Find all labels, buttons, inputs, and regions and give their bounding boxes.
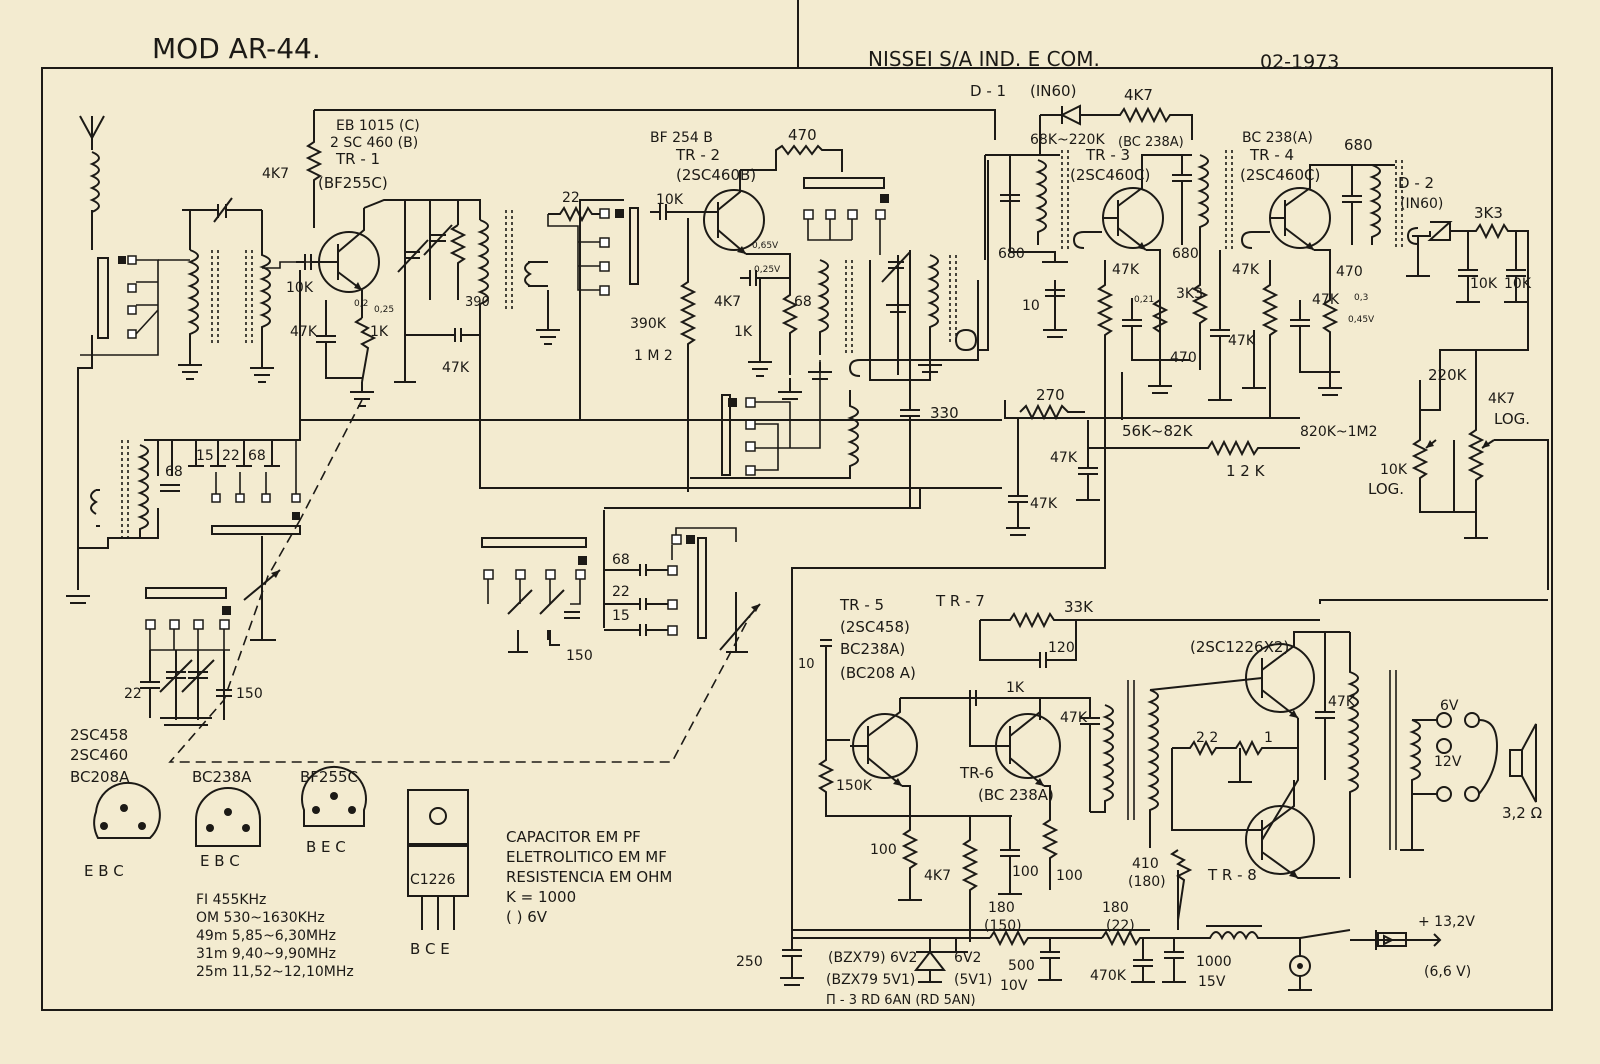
oscillator-section [78, 400, 750, 762]
c-470-b: 470 [1170, 350, 1197, 366]
c-150-a: 150 [236, 686, 263, 702]
d2-type: (IN60) [1400, 196, 1444, 212]
legend-line-4: K = 1000 [506, 888, 577, 906]
jack-12v [1437, 787, 1451, 801]
r-100-a: 100 [870, 842, 897, 858]
r-180-a: 180 [988, 900, 1015, 916]
tr3-label-2: TR - 3 [1086, 146, 1131, 164]
tr5-label-1: TR - 5 [840, 596, 885, 614]
antenna-section [66, 116, 310, 603]
tap-6v: 6V [1440, 698, 1459, 714]
tr4-section [1232, 130, 1402, 440]
tr2-label-3: (2SC460B) [676, 166, 757, 184]
tr4-v03: 0,3 [1354, 293, 1369, 303]
jack-6v-b [1465, 713, 1479, 727]
d1-type: (IN60) [1030, 82, 1077, 100]
bandswitch-section [482, 488, 920, 664]
speaker-icon [1510, 724, 1536, 802]
tr1-label-2: 2 SC 460 (B) [330, 135, 419, 151]
d1-label: D - 1 [970, 82, 1007, 100]
tr7-label-1: T R - 7 [936, 592, 985, 610]
pinout-1-part-1: 2SC458 [70, 726, 129, 744]
c-1000: 1000 [1196, 954, 1232, 970]
jack-12v-b [1465, 787, 1479, 801]
tr2-label-2: TR - 2 [676, 146, 721, 164]
vol-log: LOG. [1494, 410, 1531, 428]
c-680-b: 680 [1172, 246, 1199, 262]
r-100-b: 100 [1056, 868, 1083, 884]
tr8-label: T R - 8 [1208, 866, 1257, 884]
speaker-impedance: 3,2 Ω [1502, 804, 1543, 822]
tap-12v: 12V [1434, 754, 1462, 770]
tr4-label-1: BC 238(A) [1242, 130, 1313, 146]
pinout-2-part-1: BC238A [192, 768, 252, 786]
tr2-v025: 0,25V [754, 265, 781, 275]
legend-line-1: CAPACITOR EM PF [506, 828, 641, 846]
pilot-label: П - 3 RD 6AN (RD 5AN) [826, 993, 976, 1008]
tr1-label-3: TR - 1 [336, 150, 381, 168]
pinout-4-pins: B C E [410, 940, 450, 958]
audio-section [736, 370, 1548, 1008]
r-4k7-c: 4K7 [1124, 86, 1153, 104]
tr3-label-3: (2SC460C) [1070, 166, 1151, 184]
r-47k-d: 47K [1228, 333, 1255, 349]
r-47k-i: 47K [1060, 710, 1087, 726]
tr4-label-2: TR - 4 [1250, 146, 1295, 164]
r-180-b: 180 [1102, 900, 1129, 916]
c-68-b: 68 [165, 464, 183, 480]
tr1-v02: 0,2 [354, 299, 369, 309]
legend-line-3: RESISTENCIA EM OHM [506, 868, 673, 886]
c-120: 120 [1048, 640, 1075, 656]
r-47k-h: 47K [1312, 292, 1339, 308]
r-270: 270 [1036, 386, 1065, 404]
tr1-label-1: EB 1015 (C) [336, 118, 420, 134]
to92-b-package-icon [196, 788, 260, 846]
to220-tab-icon [408, 790, 468, 844]
legend-line-5: ( ) 6V [506, 908, 548, 926]
maker-label: NISSEI S/A IND. E COM. [868, 47, 1100, 71]
d2-label: D - 2 [1398, 174, 1435, 192]
tr5-label-4: (BC208 A) [840, 664, 916, 682]
supply-voltage: + 13,2V [1418, 914, 1475, 930]
c-1000-v: 15V [1198, 974, 1226, 990]
c-22-d: 22 [612, 584, 630, 600]
zener-diode-icon [916, 938, 944, 982]
c-22-c: 22 [124, 686, 142, 702]
r-410b: (180) [1128, 874, 1166, 890]
pinout-3-part-1: BF255C [300, 768, 359, 786]
r-1m2: 1 M 2 [634, 348, 673, 364]
r-47k-j: 47K [1328, 694, 1355, 710]
tr6-label-2: (BC 238A) [978, 786, 1054, 804]
tr3-v021: 0,21 [1134, 295, 1155, 305]
r-3k3-b: 3K3 [1474, 204, 1503, 222]
legend-line-2: ELETROLITICO EM MF [506, 848, 667, 866]
r-47k-b: 47K [442, 360, 469, 376]
pinout-1-part-2: 2SC460 [70, 746, 129, 764]
tr6-label-1: TR-6 [960, 764, 994, 782]
tone-10k: 10K [1380, 462, 1407, 478]
pinout-3-pins: B E C [306, 838, 346, 856]
date-label: 02-1973 [1260, 51, 1340, 73]
c-10k-a: 10K [1470, 276, 1497, 292]
tone-log: LOG. [1368, 480, 1405, 498]
c-150-b: 150 [566, 648, 593, 664]
r-1-out: 1 [1264, 730, 1273, 746]
r-180-b2: (22) [1106, 918, 1135, 934]
tr1-section [262, 110, 1002, 488]
c-68-d: 68 [612, 552, 630, 568]
pinout-1-pins: E B C [84, 862, 124, 880]
tr5-label-3: BC238A) [840, 640, 906, 658]
r-3k3-a: 3K3 [1176, 286, 1203, 302]
r-180-a2: (150) [984, 918, 1022, 934]
tr7-label-2: (2SC1226X2) [1190, 638, 1290, 656]
r-150k: 150K [836, 778, 872, 794]
tr3-label-1: (BC 238A) [1118, 135, 1184, 150]
r-220k: 220K [1428, 366, 1467, 384]
band-line-2: OM 530~1630KHz [196, 910, 325, 926]
band-line-3: 49m 5,85~6,30MHz [196, 928, 336, 944]
r-47k-c: 47K [1112, 262, 1139, 278]
tr2-v065: 0,65V [752, 241, 779, 251]
r-47k-a: 47K [290, 324, 317, 340]
r-10k-b: 10K [656, 192, 683, 208]
r-410: 410 [1132, 856, 1159, 872]
c-250: 250 [736, 954, 763, 970]
schematic-border [42, 68, 1552, 1010]
jack-6v [1437, 713, 1451, 727]
c-390: 390 [465, 295, 490, 310]
band-line-5: 25m 11,52~12,10MHz [196, 964, 354, 980]
r-4k7-d: 4K7 [924, 868, 951, 884]
tr4-v045: 0,45V [1348, 315, 1375, 325]
model-title: MOD AR-44. [152, 32, 321, 65]
detector-section [1368, 174, 1548, 590]
c-22-a: 22 [562, 190, 580, 206]
zener-1a: (BZX79) 6V2 [828, 950, 918, 966]
r-47k-e: 47K [1050, 450, 1077, 466]
r-1k-b: 1K [734, 324, 753, 340]
zener-2b: (5V1) [954, 972, 993, 988]
r-390k: 390K [630, 316, 666, 332]
c-470-c: 470 [1336, 264, 1363, 280]
pinout-4-part-1: C1226 [410, 872, 456, 888]
jack-mid [1437, 739, 1451, 753]
r-4k7-a: 4K7 [262, 166, 289, 182]
band-line-1: FI 455KHz [196, 892, 267, 908]
tr1-label-4: (BF255C) [318, 174, 388, 192]
supply-voltage-alt: (6,6 V) [1424, 964, 1472, 980]
pinout-1-part-3: BC208A [70, 768, 130, 786]
c-100: 100 [1012, 864, 1039, 880]
c-10k-b: 10K [1504, 276, 1531, 292]
zener-1b: (BZX79 5V1) [826, 972, 916, 988]
antenna-coil [92, 152, 99, 212]
r-68k-220k: 68K~220K [1030, 132, 1105, 148]
c-68-a: 68 [794, 294, 812, 310]
band-line-4: 31m 9,40~9,90MHz [196, 946, 336, 962]
r-470k: 470K [1090, 968, 1126, 984]
c-680-a: 680 [998, 246, 1025, 262]
c-15-a: 15 [196, 448, 214, 464]
c-10-b: 10 [798, 657, 815, 672]
pinout-2-pins: E B C [200, 852, 240, 870]
c-330: 330 [930, 404, 959, 422]
antenna-icon [80, 116, 104, 150]
r-22-out: 2 2 [1196, 730, 1219, 746]
c-22-b: 22 [222, 448, 240, 464]
tr2-section [548, 126, 1002, 508]
r-4k7-b: 4K7 [714, 294, 741, 310]
r-820k-1m2: 820K~1M2 [1300, 424, 1378, 440]
r-33k: 33K [1064, 598, 1093, 616]
zener-2a: 6V2 [954, 950, 982, 966]
c-500: 500 [1008, 958, 1035, 974]
r-1k-a: 1K [370, 324, 389, 340]
c-470-a: 470 [788, 126, 817, 144]
c-680-c: 680 [1344, 136, 1373, 154]
tr5-label-2: (2SC458) [840, 618, 910, 636]
r-1k-c: 1K [1006, 680, 1025, 696]
c-68-c: 68 [248, 448, 266, 464]
r-12k: 1 2 K [1226, 462, 1265, 480]
tr1-v025: 0,25 [374, 305, 395, 315]
r-56k-82k: 56K~82K [1122, 422, 1193, 440]
vol-4k7: 4K7 [1488, 391, 1515, 407]
r-47k-g: 47K [1232, 262, 1259, 278]
tr4-label-3: (2SC460C) [1240, 166, 1321, 184]
c-500-v: 10V [1000, 978, 1028, 994]
c-15-b: 15 [612, 608, 630, 624]
r-47k-f: 47K [1030, 496, 1057, 512]
r-10k: 10K [286, 280, 313, 296]
c-10: 10 [1022, 298, 1040, 314]
tr2-label-1: BF 254 B [650, 130, 713, 146]
